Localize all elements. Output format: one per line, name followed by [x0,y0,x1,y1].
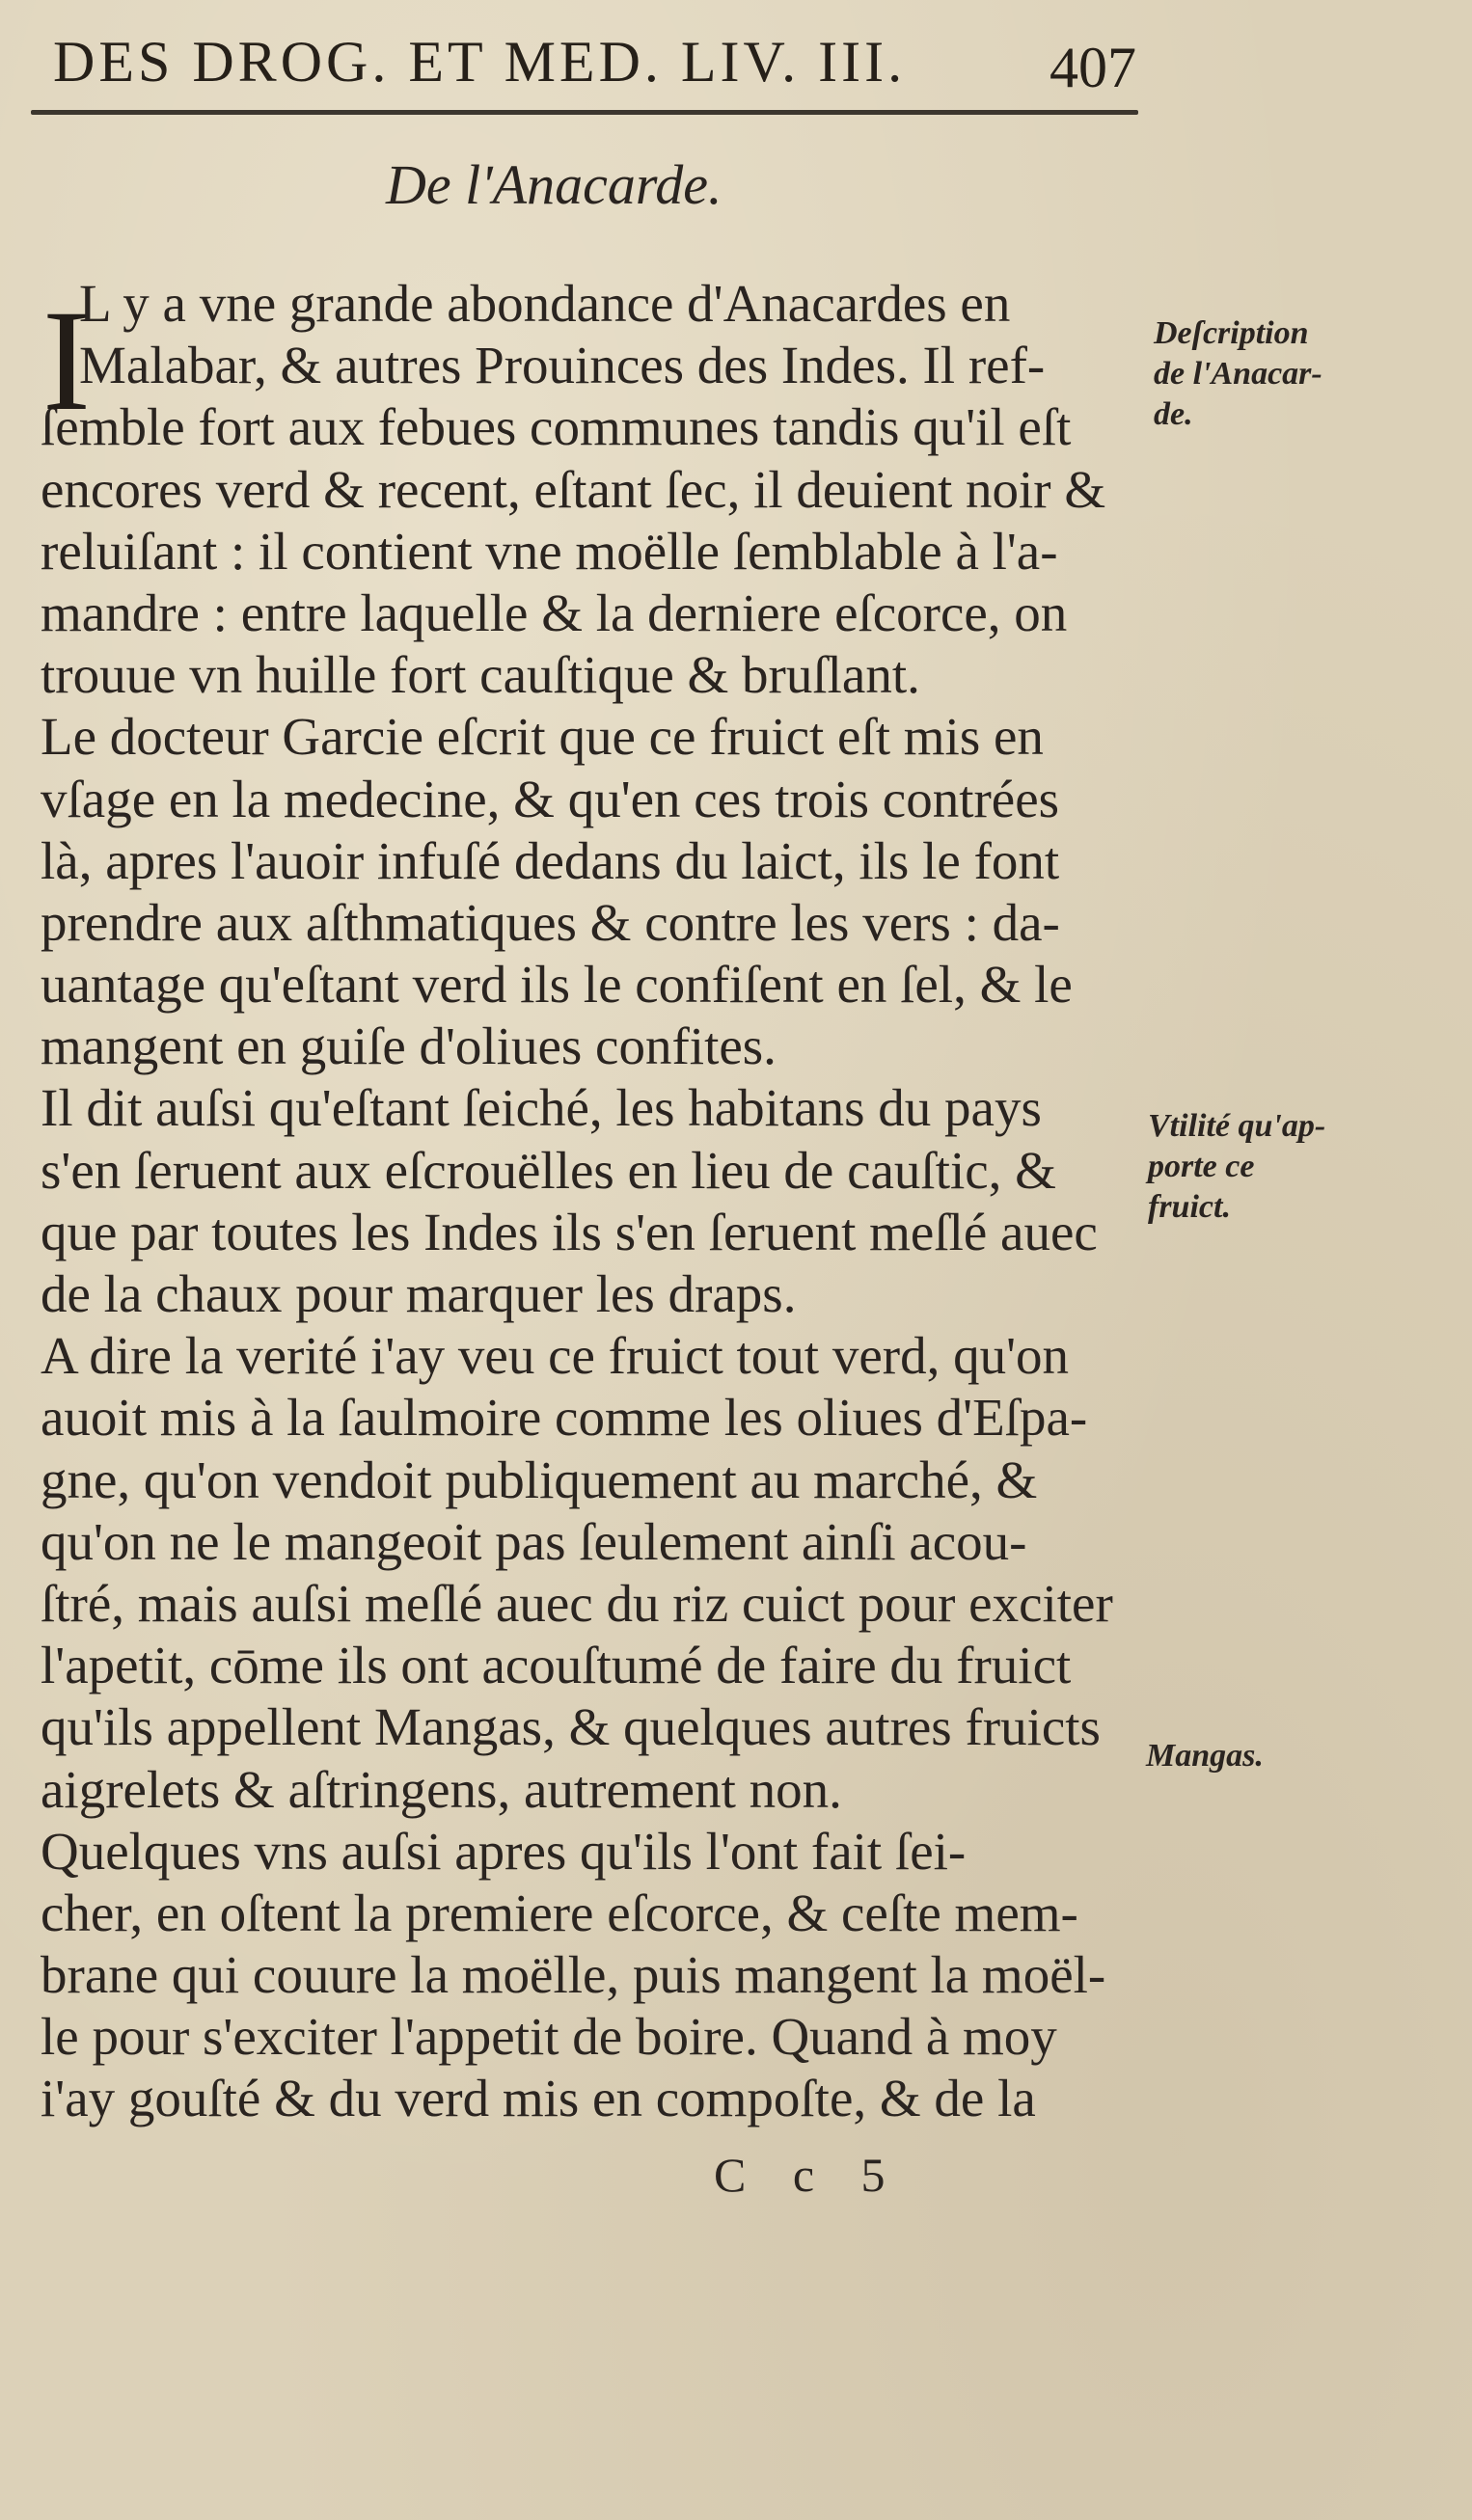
text-line: mangent en guiſe d'oliues confites. [41,1016,777,1076]
text-line: ſtré, mais auſsi meſlé auec du riz cuict pour exciter [41,1573,1113,1633]
margin-note-line: de. [1154,396,1193,432]
text-line: i'ay gouſté & du verd mis en compoſte, & de la [41,2069,1036,2128]
header-rule [31,110,1138,115]
text-line: encores verd & recent, eſtant ſec, il deuient noir & [41,459,1106,519]
signature-mark: C c 5 [714,2148,903,2202]
text-line: s'en ſeruent aux eſcrouëlles en lieu de cauſtic, & [41,1140,1056,1200]
text-line: brane qui couure la moëlle, puis mangent la moël- [41,1945,1106,2005]
text-line: A dire la verité i'ay veu ce fruict tout verd, qu'on [41,1326,1069,1386]
text-line: cher, en oſtent la premiere eſcorce, & ceſte mem- [41,1883,1078,1942]
text-line: vſage en la medecine, & qu'en ces trois contrées [41,769,1060,828]
text-line: uantage qu'eſtant verd ils le confiſent en ſel, & le [41,955,1073,1015]
text-line: qu'ils appellent Mangas, & quelques autres fruicts [41,1697,1101,1757]
margin-note-line: Deſcription [1154,315,1309,351]
text-line: Quelques vns auſsi apres qu'ils l'ont fait ſei- [41,1821,967,1881]
running-head: DES DROG. ET MED. LIV. III. [53,30,907,94]
page-number: 407 [1049,36,1136,99]
margin-note-mangas [1146,1736,1264,1776]
text-line: L y a vne grande abondance d'Anacardes en [79,274,1011,333]
text-line: là, apres l'auoir infuſé dedans du laict, ils le font [41,830,1060,890]
text-line: trouue vn huille fort cauſtique & bruſlant. [41,645,920,705]
text-line: prendre aux aſthmatiques & contre les vers : da- [41,892,1060,952]
margin-note-line: porte ce [1148,1149,1255,1184]
text-line: de la chaux pour marquer les draps. [41,1264,797,1323]
text-line: que par toutes les Indes ils s'en ſeruent meſlé auec [41,1202,1098,1261]
margin-note-utility [1148,1106,1325,1228]
text-line: ſemble fort aux febues communes tandis qu'il eſt [41,397,1072,457]
text-line: mandre : entre laquelle & la derniere eſcorce, on [41,583,1068,642]
text-line: auoit mis à la ſaulmoire comme les oliues d'Eſpa- [41,1388,1088,1448]
text-line: reluiſant : il contient vne moëlle ſemblable à l'a- [41,521,1058,581]
text-line: gne, qu'on vendoit publiquement au marché, & [41,1450,1038,1509]
text-line: Il dit auſsi qu'eſtant ſeiché, les habitans du pays [41,1078,1042,1138]
margin-note-line: Mangas. [1146,1738,1264,1774]
text-line: Le docteur Garcie eſcrit que ce fruict eſt mis en [41,707,1044,767]
margin-note-description [1154,313,1322,435]
margin-note-line: de l'Anacar- [1154,356,1322,392]
text-line: l'apetit, cōme ils ont acouſtumé de faire du fruict [41,1636,1072,1695]
text-line: le pour s'exciter l'appetit de boire. Quand à moy [41,2007,1057,2067]
text-line: aigrelets & aſtringens, autrement non. [41,1759,842,1819]
margin-note-line: Vtilité qu'ap- [1148,1108,1326,1144]
chapter-title: De l'Anacarde. [386,153,722,216]
body-text [41,273,1159,2130]
margin-note-line: fruict. [1148,1189,1231,1225]
text-line: qu'on ne le mangeoit pas ſeulement ainſi acou- [41,1511,1027,1571]
drop-cap-initial: I [42,281,91,441]
text-line: Malabar, & autres Prouinces des Indes. Il ref- [79,336,1046,395]
